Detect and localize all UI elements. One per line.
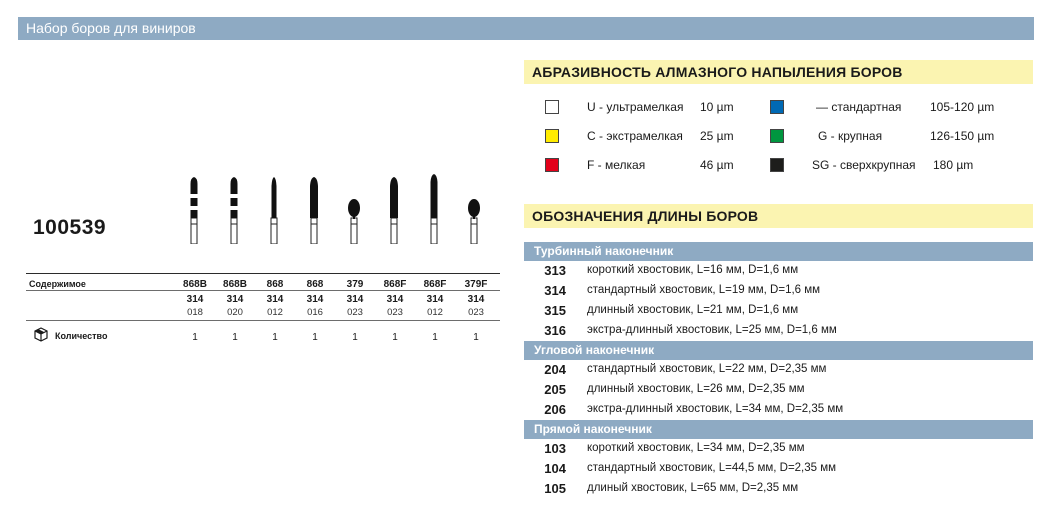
bur-size-code: 018 (187, 307, 203, 318)
bur-shank-code: 314 (386, 294, 404, 305)
contents-label: Содержимое (29, 279, 86, 289)
length-code: 103 (544, 441, 566, 456)
quantity-label: Количество (55, 331, 108, 341)
length-desc: стандартный хвостовик, L=22 мм, D=2,35 мм (587, 363, 827, 375)
bur-illustration-4 (302, 172, 326, 244)
grit-swatch-u (545, 100, 559, 114)
grit-swatch-g (770, 129, 784, 143)
bur-ref-code: 379 (346, 279, 364, 290)
bur-shape (382, 172, 406, 244)
bur-shank-code: 314 (426, 294, 444, 305)
grit-name-c: C - экстрамелкая (587, 129, 683, 143)
bur-illustration-1 (182, 172, 206, 244)
table-top-rule (26, 273, 500, 274)
grit-size-f: 46 µm (700, 158, 734, 172)
bur-illustration-5 (342, 172, 366, 244)
bur-size-code: 020 (227, 307, 243, 318)
length-desc: длинный хвостовик, L=21 мм, D=1,6 мм (587, 304, 799, 316)
bur-shape (342, 172, 366, 244)
length-desc: экстра-длинный хвостовик, L=34 мм, D=2,35 мм (587, 403, 844, 415)
bur-size-code: 012 (427, 307, 443, 318)
bur-size-code: 023 (347, 307, 363, 318)
group-straight: Прямой наконечник (524, 420, 1033, 439)
bur-illustrations (170, 172, 500, 244)
bur-quantity: 1 (312, 332, 318, 343)
grit-swatch-f (545, 158, 559, 172)
bur-quantity: 1 (392, 332, 398, 343)
grit-name-f: F - мелкая (587, 158, 646, 172)
bur-ref-code: 868F (383, 279, 407, 290)
bur-illustration-3 (262, 172, 286, 244)
bur-size-code: 012 (267, 307, 283, 318)
page-title: Набор боров для виниров (26, 20, 196, 36)
length-desc: экстра-длинный хвостовик, L=25 мм, D=1,6 мм (587, 324, 837, 336)
bur-shape (222, 172, 246, 244)
page-title-bar (18, 17, 1034, 40)
bur-illustration-8 (462, 172, 486, 244)
bur-ref-code: 379F (464, 279, 488, 290)
group-contra-angle: Угловой наконечник (524, 341, 1033, 360)
length-desc: стандартный хвостовик, L=44,5 мм, D=2,35 мм (587, 462, 837, 474)
bur-quantity: 1 (232, 332, 238, 343)
bur-shank-code: 314 (266, 294, 284, 305)
bur-quantity: 1 (352, 332, 358, 343)
length-code: 104 (544, 461, 566, 476)
grit-size-c: 25 µm (700, 129, 734, 143)
bur-size-code: 023 (468, 307, 484, 318)
bur-shank-code: 314 (306, 294, 324, 305)
bur-ref-code: 868B (223, 279, 247, 290)
bur-shape (182, 172, 206, 244)
package-icon (33, 326, 49, 342)
grit-size-standard: 105-120 µm (930, 100, 995, 114)
bur-size-code: 023 (387, 307, 403, 318)
bur-shank-code: 314 (186, 294, 204, 305)
grit-name-g: G - крупная (818, 129, 883, 143)
length-desc: стандартный хвостовик, L=19 мм, D=1,6 мм (587, 284, 821, 296)
bur-quantity: 1 (192, 332, 198, 343)
length-code: 313 (544, 263, 566, 278)
length-code: 316 (544, 323, 566, 338)
bur-shank-code: 314 (346, 294, 364, 305)
table-mid-rule (26, 320, 500, 321)
grit-name-sg: SG - сверхкрупная (812, 158, 916, 172)
length-desc: короткий хвостовик, L=16 мм, D=1,6 мм (587, 264, 799, 276)
length-code: 315 (544, 303, 566, 318)
bur-shape (302, 172, 326, 244)
bur-size-code: 016 (307, 307, 323, 318)
length-code: 206 (544, 402, 566, 417)
grit-heading: АБРАЗИВНОСТЬ АЛМАЗНОГО НАПЫЛЕНИЯ БОРОВ (524, 60, 1033, 84)
grit-swatch-standard (770, 100, 784, 114)
grit-swatch-sg (770, 158, 784, 172)
bur-shape (262, 172, 286, 244)
grit-size-u: 10 µm (700, 100, 734, 114)
grit-size-g: 126-150 µm (930, 129, 995, 143)
bur-quantity: 1 (272, 332, 278, 343)
length-desc: длинный хвостовик, L=26 мм, D=2,35 мм (587, 383, 805, 395)
group-turbine: Турбинный наконечник (524, 242, 1033, 261)
length-desc: короткий хвостовик, L=34 мм, D=2,35 мм (587, 442, 805, 454)
grit-swatch-c (545, 129, 559, 143)
bur-illustration-7 (422, 172, 446, 244)
length-code: 105 (544, 481, 566, 496)
bur-ref-code: 868F (423, 279, 447, 290)
bur-ref-code: 868B (183, 279, 207, 290)
bur-quantity: 1 (473, 332, 479, 343)
lengths-heading: ОБОЗНАЧЕНИЯ ДЛИНЫ БОРОВ (524, 204, 1033, 228)
kit-code: 100539 (33, 216, 107, 239)
bur-shape (462, 172, 486, 244)
bur-shank-code: 314 (226, 294, 244, 305)
grit-name-u: U - ультрамелкая (587, 100, 684, 114)
bur-illustration-6 (382, 172, 406, 244)
bur-shape (422, 172, 446, 244)
bur-shank-code: 314 (467, 294, 485, 305)
bur-illustration-2 (222, 172, 246, 244)
bur-quantity: 1 (432, 332, 438, 343)
bur-ref-code: 868 (306, 279, 324, 290)
grit-name-standard: — стандартная (816, 100, 902, 114)
table-header-rule (26, 290, 500, 291)
grit-size-sg: 180 µm (933, 158, 974, 172)
bur-ref-code: 868 (266, 279, 284, 290)
length-code: 314 (544, 283, 566, 298)
length-code: 205 (544, 382, 566, 397)
length-code: 204 (544, 362, 566, 377)
length-desc: длиный хвостовик, L=65 мм, D=2,35 мм (587, 482, 799, 494)
